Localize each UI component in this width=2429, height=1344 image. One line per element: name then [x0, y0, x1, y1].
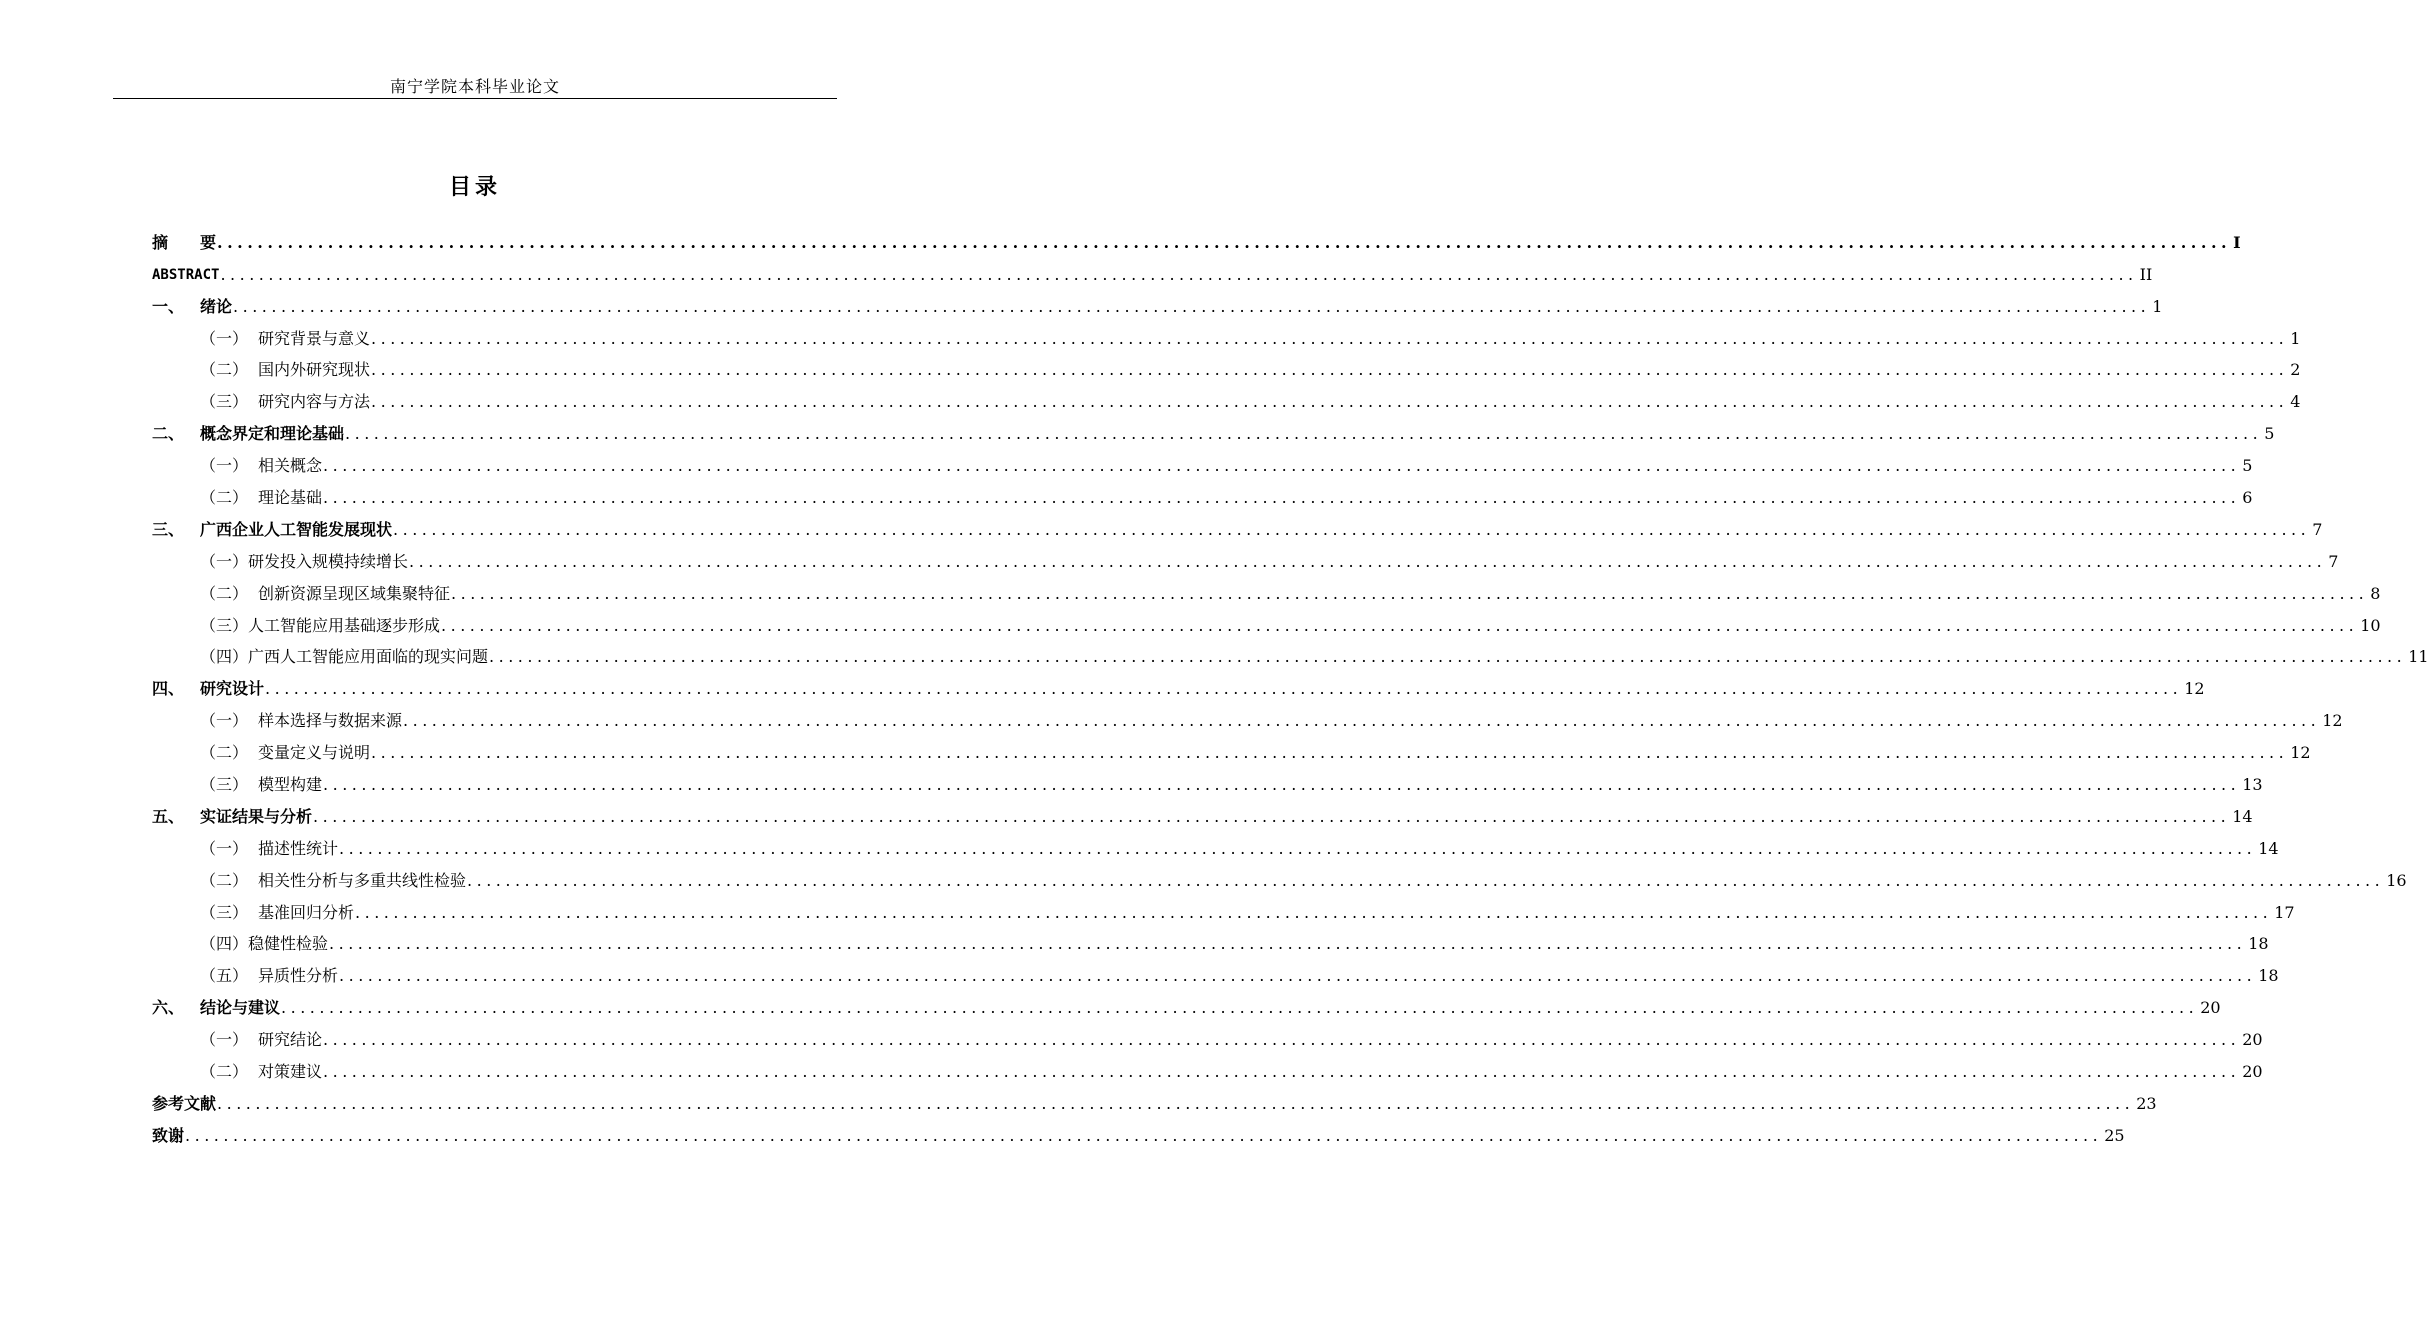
dot-leader: ........................................................................................................................................................................................................: [220, 264, 2138, 284]
toc-entry-number: 四、: [152, 679, 185, 699]
toc-entry-number: 一、: [152, 296, 185, 316]
toc-entry-number: （二）: [200, 488, 249, 508]
dot-leader: ........................................................................................................................................................................................................: [355, 902, 2273, 922]
toc-entry-label: 研究内容与方法: [258, 392, 371, 412]
toc-entry-page: 5: [2264, 424, 2275, 444]
toc-entry-number: 二、: [152, 424, 185, 444]
toc-entry-label: ABSTRACT: [152, 266, 220, 283]
dot-leader: ........................................................................................................................................................................................................: [441, 615, 2359, 635]
toc-entry-page: 16: [2386, 870, 2407, 890]
toc-entry-label: 参考文献: [152, 1093, 217, 1113]
toc-entry-number: （一）: [200, 838, 249, 858]
dot-leader: ........................................................................................................................................................................................................: [265, 679, 2183, 699]
dot-leader: ........................................................................................................................................................................................................: [323, 1030, 2241, 1050]
toc-entry-label: 基准回归分析: [258, 902, 355, 922]
toc-entry-label: 概念界定和理论基础: [200, 424, 345, 444]
toc-entry-number: （三）: [200, 392, 249, 412]
toc-entry-title: [152, 992, 280, 1024]
toc-entry-number: （一）: [200, 1030, 249, 1050]
toc-entry[interactable]: [152, 610, 2381, 642]
toc-entry-page: 6: [2242, 488, 2253, 508]
dot-leader: ........................................................................................................................................................................................................: [371, 392, 2289, 412]
dot-leader: ........................................................................................................................................................................................................: [345, 424, 2263, 444]
toc-entry-label: 相关性分析与多重共线性检验: [258, 870, 467, 890]
toc-entry-title: [200, 737, 370, 769]
toc-entry-number: （三）: [200, 902, 249, 922]
toc-entry-number: 摘: [152, 232, 169, 252]
toc-entry-page: I: [2233, 232, 2241, 252]
toc-entry-title: [152, 514, 392, 546]
toc-entry-title: [152, 1088, 216, 1120]
toc-entry-page: 18: [2248, 934, 2269, 954]
toc-entry-title: [152, 259, 219, 291]
toc-entry-number: 三、: [152, 519, 185, 539]
toc-entry-title: [200, 578, 450, 610]
toc-entry-label: 研究背景与意义: [258, 328, 371, 348]
toc-entry-title: [152, 673, 264, 705]
toc-entry-page: 12: [2322, 711, 2343, 731]
toc-entry-number: 六、: [152, 998, 185, 1018]
toc-entry-title: [200, 960, 338, 992]
toc-entry[interactable]: [152, 673, 2205, 705]
toc-entry-title: [200, 705, 402, 737]
toc-entry[interactable]: [152, 355, 2301, 387]
dot-leader: ........................................................................................................................................................................................................: [371, 743, 2289, 763]
dot-leader: ........................................................................................................................................................................................................: [281, 998, 2199, 1018]
toc-entry-number: （五）: [200, 966, 249, 986]
toc-entry-page: 1: [2290, 328, 2301, 348]
toc-entry[interactable]: [152, 323, 2301, 355]
dot-leader: ........................................................................................................................................................................................................: [403, 711, 2321, 731]
toc-entry-title: [200, 482, 322, 514]
toc-entry-number: （二）: [200, 583, 249, 603]
dot-leader: ........................................................................................................................................................................................................: [217, 1093, 2135, 1113]
toc-entry-title: [200, 1056, 322, 1088]
toc-entry-title: [200, 323, 370, 355]
toc-entry-title: [200, 641, 488, 673]
toc-entry-title: [200, 354, 370, 386]
toc-entry-title: [152, 291, 232, 323]
toc-entry-number: （三）: [200, 615, 249, 635]
toc-entry-page: 7: [2328, 551, 2339, 571]
toc-entry[interactable]: [152, 1024, 2263, 1056]
dot-leader: ........................................................................................................................................................................................................: [217, 232, 2232, 252]
toc-entry-label: 创新资源呈现区域集聚特征: [258, 583, 451, 603]
toc-entry-label: 绪论: [200, 296, 233, 316]
toc-entry[interactable]: [152, 418, 2275, 450]
toc-entry-label: 模型构建: [258, 775, 323, 795]
toc-entry-label: 对策建议: [258, 1062, 323, 1082]
toc-entry-page: 8: [2370, 583, 2381, 603]
toc-entry-label: 广西人工智能应用面临的现实问题: [248, 647, 489, 667]
toc-entry-label: 人工智能应用基础逐步形成: [248, 615, 441, 635]
dot-leader: ........................................................................................................................................................................................................: [489, 647, 2407, 667]
toc-entry-page: II: [2139, 264, 2153, 284]
toc-entry-page: 17: [2274, 902, 2295, 922]
toc-entry-page: 14: [2232, 806, 2253, 826]
toc-entry-number: （一）: [200, 328, 249, 348]
toc-entry-label: 实证结果与分析: [200, 806, 313, 826]
toc-entry-page: 11: [2408, 647, 2429, 667]
toc-entry[interactable]: [152, 227, 2241, 259]
dot-leader: ........................................................................................................................................................................................................: [323, 456, 2241, 476]
toc-entry-label: 研究设计: [200, 679, 265, 699]
page-title: 目录: [448, 175, 501, 200]
toc-entry-title: [200, 769, 322, 801]
toc-entry[interactable]: [152, 705, 2343, 737]
toc-entry-page: 12: [2184, 679, 2205, 699]
toc-entry[interactable]: [152, 737, 2311, 769]
toc-entry-page: 13: [2242, 775, 2263, 795]
toc-entry-page: 12: [2290, 743, 2311, 763]
toc-entry[interactable]: [152, 1088, 2157, 1120]
toc-entry-page: 10: [2360, 615, 2381, 635]
toc-entry-label: 相关概念: [258, 456, 323, 476]
dot-leader: ........................................................................................................................................................................................................: [409, 551, 2327, 571]
toc-entry-number: （二）: [200, 1062, 249, 1082]
toc-entry[interactable]: [152, 450, 2253, 482]
toc-entry-number: 五、: [152, 806, 185, 826]
toc-entry[interactable]: [152, 386, 2301, 418]
dot-leader: ........................................................................................................................................................................................................: [233, 296, 2151, 316]
toc-entry[interactable]: [152, 801, 2253, 833]
toc-entry-label: 描述性统计: [258, 838, 339, 858]
dot-leader: ........................................................................................................................................................................................................: [339, 966, 2257, 986]
toc-entry[interactable]: [152, 1120, 2125, 1152]
toc-entry[interactable]: [152, 482, 2253, 514]
toc-entry-label: 国内外研究现状: [258, 360, 371, 380]
toc-entry-label: 研发投入规模持续增长: [248, 551, 409, 571]
running-header: 南宁学院本科毕业论文: [389, 77, 560, 96]
dot-leader: ........................................................................................................................................................................................................: [393, 519, 2311, 539]
header-rule: [113, 98, 837, 99]
toc-entry[interactable]: [152, 1056, 2263, 1088]
dot-leader: ........................................................................................................................................................................................................: [323, 1062, 2241, 1082]
dot-leader: ........................................................................................................................................................................................................: [371, 360, 2289, 380]
toc-entry-label: 研究结论: [258, 1030, 323, 1050]
toc-entry-page: 14: [2258, 838, 2279, 858]
dot-leader: ........................................................................................................................................................................................................: [339, 838, 2257, 858]
toc-entry-title: [152, 1120, 184, 1152]
toc-entry-number: （一）: [200, 551, 249, 571]
toc-entry-label: 异质性分析: [258, 966, 339, 986]
toc-entry[interactable]: [152, 992, 2221, 1024]
toc-entry-page: 20: [2242, 1062, 2263, 1082]
toc-entry-page: 7: [2312, 519, 2323, 539]
toc-entry-page: 5: [2242, 456, 2253, 476]
toc-entry-page: 20: [2200, 998, 2221, 1018]
toc-entry-label: 广西企业人工智能发展现状: [200, 519, 393, 539]
toc-entry-number: （二）: [200, 743, 249, 763]
toc-entry-label: 变量定义与说明: [258, 743, 371, 763]
toc-entry-title: [200, 610, 440, 642]
toc-entry-title: [200, 386, 370, 418]
toc-entry-label: 理论基础: [258, 488, 323, 508]
toc-entry-number: （二）: [200, 870, 249, 890]
toc-entry-title: [152, 418, 344, 450]
toc-entry-page: 18: [2258, 966, 2279, 986]
toc-entry-title: [200, 928, 328, 960]
toc-entry[interactable]: [152, 929, 2269, 961]
toc-entry[interactable]: [152, 259, 2153, 291]
toc-entry-label: 要: [200, 232, 217, 252]
toc-entry[interactable]: [152, 897, 2295, 929]
toc-entry-title: [200, 833, 338, 865]
toc-entry-label: 致谢: [152, 1125, 185, 1145]
dot-leader: ........................................................................................................................................................................................................: [451, 583, 2369, 603]
toc-entry[interactable]: [152, 769, 2263, 801]
toc-entry-number: （四）: [200, 934, 249, 954]
dot-leader: ........................................................................................................................................................................................................: [371, 328, 2289, 348]
toc-entry-label: 样本选择与数据来源: [258, 711, 403, 731]
toc-entry[interactable]: [152, 833, 2279, 865]
toc-entry-title: [152, 801, 312, 833]
toc-entry-number: （二）: [200, 360, 249, 380]
toc-entry[interactable]: [152, 546, 2339, 578]
dot-leader: ........................................................................................................................................................................................................: [467, 870, 2385, 890]
table-of-contents: [152, 227, 2429, 1152]
toc-entry-label: 结论与建议: [200, 998, 281, 1018]
toc-entry[interactable]: [152, 291, 2163, 323]
dot-leader: ........................................................................................................................................................................................................: [323, 775, 2241, 795]
toc-entry[interactable]: [152, 865, 2407, 897]
toc-entry-page: 25: [2104, 1125, 2125, 1145]
toc-entry-title: [200, 450, 322, 482]
toc-entry-title: [152, 227, 216, 259]
dot-leader: ........................................................................................................................................................................................................: [329, 934, 2247, 954]
toc-entry-title: [200, 1024, 322, 1056]
toc-entry-page: 2: [2290, 360, 2301, 380]
toc-entry-label: 稳健性检验: [248, 934, 329, 954]
toc-entry[interactable]: [152, 960, 2279, 992]
toc-entry-number: （四）: [200, 647, 249, 667]
toc-entry-page: 23: [2136, 1093, 2157, 1113]
toc-entry-page: 4: [2290, 392, 2301, 412]
dot-leader: ........................................................................................................................................................................................................: [313, 806, 2231, 826]
toc-entry[interactable]: [152, 642, 2429, 674]
toc-entry-number: （一）: [200, 711, 249, 731]
toc-entry-title: [200, 546, 408, 578]
toc-entry-number: （一）: [200, 456, 249, 476]
toc-entry[interactable]: [152, 514, 2323, 546]
toc-entry-page: 1: [2152, 296, 2163, 316]
toc-entry[interactable]: [152, 578, 2381, 610]
toc-entry-page: 20: [2242, 1030, 2263, 1050]
toc-entry-title: [200, 865, 466, 897]
dot-leader: ........................................................................................................................................................................................................: [323, 488, 2241, 508]
dot-leader: ........................................................................................................................................................................................................: [185, 1125, 2103, 1145]
toc-entry-title: [200, 897, 354, 929]
toc-entry-number: （三）: [200, 775, 249, 795]
